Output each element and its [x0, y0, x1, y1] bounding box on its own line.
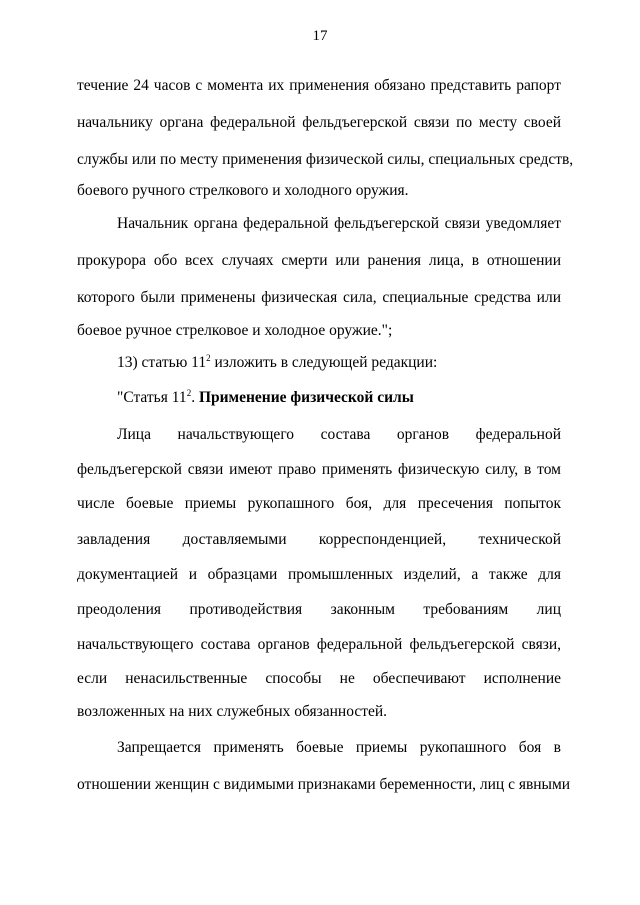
page-number: 17	[312, 28, 328, 44]
text-line: фельдъегерской связи имеют право применять физическую силу, в том	[77, 461, 561, 478]
text-line: которого были применены физическая сила, специальные средства или	[77, 289, 561, 306]
text-line: числе боевые приемы рукопашного боя, для пресечения попыток	[77, 495, 561, 512]
superscript: 2	[186, 387, 192, 398]
article-separator: .	[191, 389, 199, 406]
paragraph-first-line: Лица начальствующего состава органов федеральной	[117, 426, 561, 443]
article-title: Применение физической силы	[198, 389, 414, 406]
paragraph-first-line: Запрещается применять боевые приемы рукопашного боя в	[117, 739, 561, 756]
text-line: прокурора обо всех случаях смерти или ранения лица, в отношении	[77, 252, 561, 269]
amendment-item	[117, 353, 437, 373]
article-heading	[117, 388, 414, 408]
text-line: начальнику органа федеральной фельдъегерской связи по месту своей	[77, 114, 561, 131]
text-line: возложенных на них служебных обязанностей.	[77, 703, 388, 720]
text-line: течение 24 часов с момента их применения обязано представить рапорт	[77, 77, 561, 94]
paragraph-first-line: Начальник органа федеральной фельдъегерской связи уведомляет	[117, 215, 561, 232]
text-line: начальствующего состава органов федеральной фельдъегерской связи,	[77, 636, 561, 653]
amendment-text: изложить в следующей редакции:	[210, 354, 438, 371]
amendment-text: 13) статью 11	[117, 354, 207, 371]
text-line: документацией и образцами промышленных изделий, а также для	[77, 566, 561, 583]
text-line: боевого ручного стрелкового и холодного оружия.	[77, 182, 409, 199]
article-number: "Статья 11	[117, 389, 187, 406]
text-line: завладения доставляемыми корреспонденцией, технической	[77, 531, 561, 548]
superscript: 2	[206, 352, 211, 363]
text-line: если ненасильственные способы не обеспечивают исполнение	[77, 670, 561, 687]
text-line: боевое ручное стрелковое и холодное оружие.";	[77, 322, 393, 339]
text-line: службы или по месту применения физической силы, специальных средств,	[77, 151, 574, 168]
text-line: отношении женщин с видимыми признаками беременности, лиц с явными	[77, 776, 571, 793]
text-line: преодоления противодействия законным требованиям лиц	[77, 601, 561, 618]
